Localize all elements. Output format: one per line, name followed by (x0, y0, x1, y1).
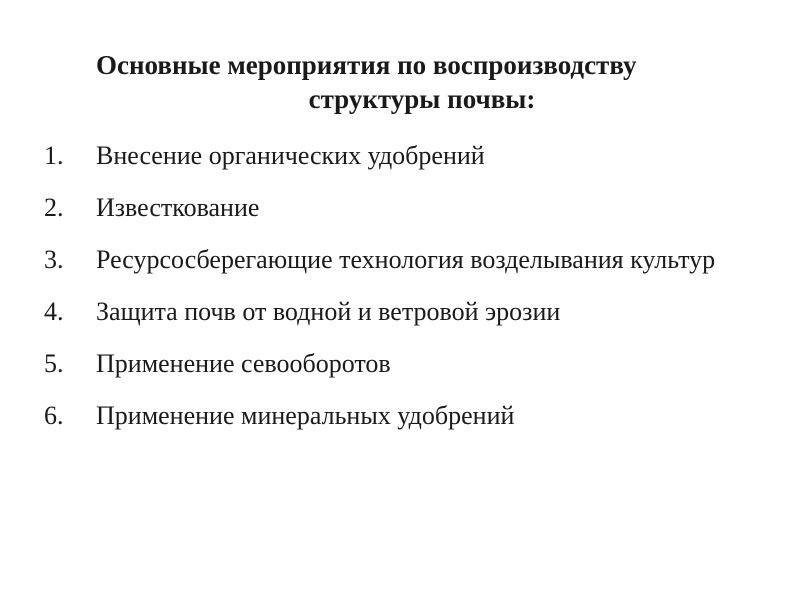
title-line-2: структуры почвы: (308, 84, 536, 114)
list-item-text: Применение минеральных удобрений (96, 401, 515, 430)
slide-title (96, 48, 736, 116)
list-item-text: Внесение органических удобрений (96, 141, 485, 170)
list-item (44, 296, 744, 328)
list-item (44, 140, 744, 172)
list-item-number: 6. (44, 401, 64, 430)
measures-list (44, 140, 744, 452)
list-item-number: 5. (44, 349, 64, 378)
list-item-number: 3. (44, 245, 64, 274)
list-item-number: 4. (44, 297, 64, 326)
list-item (44, 244, 744, 276)
list-item-text: Защита почв от водной и ветровой эрозии (96, 297, 561, 326)
list-item-text: Применение севооборотов (96, 349, 391, 378)
list-item (44, 400, 744, 432)
list-item-number: 1. (44, 141, 64, 170)
list-item (44, 192, 744, 224)
list-item-text: Известкование (96, 193, 260, 222)
title-line-1: Основные мероприятия по воспроизводству (96, 50, 637, 80)
list-item (44, 348, 744, 380)
list-item-number: 2. (44, 193, 64, 222)
list-item-text: Ресурсосберегающие технология возделывания культур (96, 245, 716, 274)
